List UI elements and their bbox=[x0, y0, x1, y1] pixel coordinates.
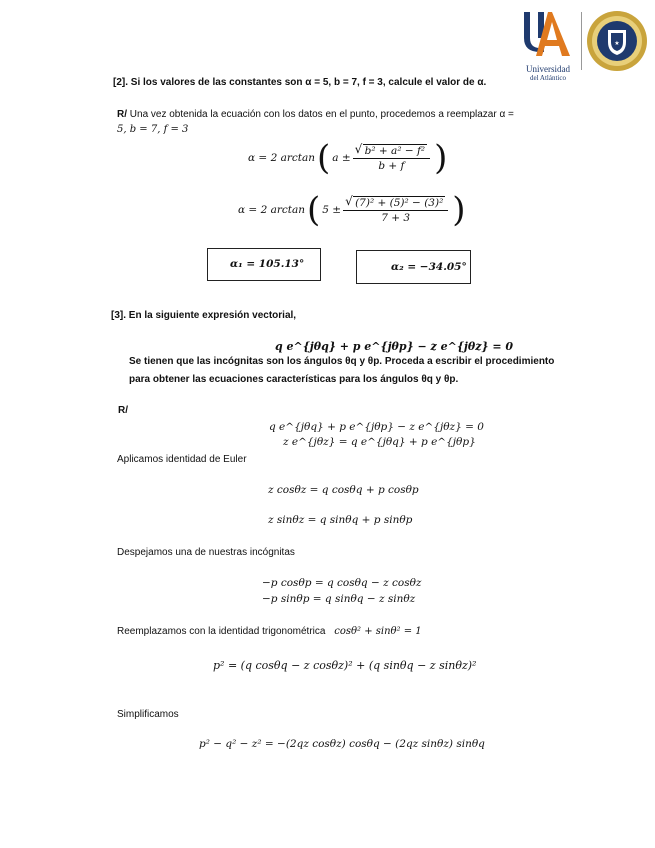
q3-description-2: para obtener las ecuaciones características para los ángulos θq y θp. bbox=[129, 374, 459, 385]
q2-number: [2]. bbox=[113, 77, 128, 88]
logo-text-line1: Universidad bbox=[526, 64, 570, 74]
step-identity bbox=[117, 626, 422, 637]
euler-eq-1: z cosθz = q cosθq + p cosθp bbox=[268, 484, 419, 496]
eq1-open-paren: ( bbox=[316, 138, 331, 178]
pythagorean-eq: p² = (q cosθq − z cosθz)² + (q sinθq − z sinθz)² bbox=[213, 659, 477, 672]
eq1-a: a ± bbox=[332, 152, 351, 164]
q3-text: En la siguiente expresión vectorial, bbox=[128, 310, 297, 321]
identity-eq: cosθ² + sinθ² = 1 bbox=[334, 626, 422, 637]
eq1-numerator: √ b² + a² − f² bbox=[363, 144, 427, 157]
eq2-numerator: √ (7)² + (5)² − (3)² bbox=[353, 196, 445, 209]
q3-prompt bbox=[111, 310, 296, 321]
eq1-fraction bbox=[353, 145, 430, 172]
eq2-denominator: 7 + 3 bbox=[381, 211, 411, 224]
q2-answer-lead: R/ bbox=[117, 109, 127, 120]
q3-eq-b: z e^{jθz} = q e^{jθq} + p e^{jθp} bbox=[283, 436, 476, 448]
eq2-close-paren: ) bbox=[452, 190, 466, 230]
solve-eq-2: −p sinθp = q sinθq − z sinθz bbox=[262, 593, 416, 605]
q3-main-equation: q e^{jθq} + p e^{jθp} − z e^{jθz} = 0 bbox=[275, 340, 514, 353]
result-box-2 bbox=[356, 250, 471, 284]
eq2-lhs: α = 2 arctan bbox=[238, 204, 305, 216]
q2-text: Si los valores de las constantes son α = 5, b = 7, f = 3, calcule el valor de α. bbox=[130, 77, 487, 88]
result-1: α₁ = 105.13° bbox=[230, 258, 305, 270]
q2-equation-1 bbox=[248, 138, 447, 178]
final-eq: p² − q² − z² = −(2qz cosθz) cosθq − (2qz sinθz) sinθq bbox=[199, 738, 485, 750]
q3-number: [3]. bbox=[111, 310, 126, 321]
ua-monogram-icon bbox=[518, 8, 578, 60]
university-logo bbox=[518, 8, 578, 82]
eq1-denominator: b + f bbox=[378, 159, 405, 172]
logo-text-line2: del Atlántico bbox=[530, 74, 566, 82]
euler-eq-2: z sinθz = q sinθq + p sinθp bbox=[268, 514, 413, 526]
q2-answer-text1: Una vez obtenida la ecuación con los datos en el punto, procedemos a reemplazar α = bbox=[129, 109, 514, 120]
step-identity-text: Reemplazamos con la identidad trigonométrica bbox=[117, 626, 326, 637]
logo-divider bbox=[581, 12, 582, 70]
step-simplify: Simplificamos bbox=[117, 709, 179, 720]
result-2: α₂ = −34.05° bbox=[391, 261, 467, 273]
step-solve: Despejamos una de nuestras incógnitas bbox=[117, 547, 295, 558]
svg-text:★: ★ bbox=[614, 41, 620, 47]
university-seal bbox=[586, 10, 648, 72]
seal-icon bbox=[586, 10, 648, 72]
eq2-a: 5 ± bbox=[322, 204, 342, 216]
q3-eq-a: q e^{jθq} + p e^{jθp} − z e^{jθz} = 0 bbox=[269, 421, 484, 433]
step-euler: Aplicamos identidad de Euler bbox=[117, 454, 247, 465]
eq2-fraction bbox=[343, 197, 448, 224]
solve-eq-1: −p cosθp = q cosθq − z cosθz bbox=[262, 577, 422, 589]
eq1-close-paren: ) bbox=[434, 138, 448, 178]
result-box-1 bbox=[207, 248, 321, 281]
q3-answer-lead: R/ bbox=[118, 405, 128, 416]
q2-prompt bbox=[113, 77, 486, 88]
eq2-open-paren: ( bbox=[306, 190, 321, 230]
q2-answer-line2: 5, b = 7, f = 3 bbox=[117, 124, 189, 135]
q3-description-1: Se tienen que las incógnitas son los ángulos θq y θp. Proceda a escribir el procedimiento bbox=[129, 356, 555, 367]
q2-answer-line1 bbox=[117, 109, 514, 120]
eq1-lhs: α = 2 arctan bbox=[248, 152, 315, 164]
q2-equation-2 bbox=[238, 190, 466, 230]
